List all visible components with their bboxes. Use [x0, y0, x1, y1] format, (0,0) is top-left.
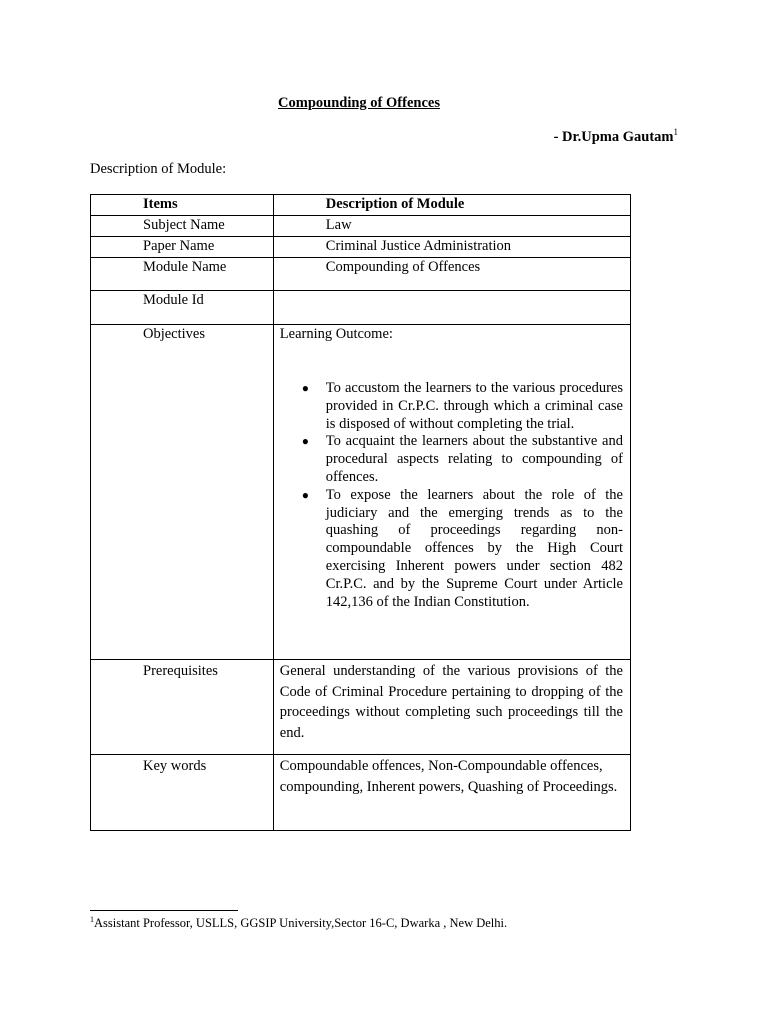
list-item: ● To accustom the learners to the various procedures provided in Cr.P.C. through which a criminal case is disposed of without completing the trial.: [301, 380, 623, 432]
prerequisites-row: [91, 660, 631, 755]
list-item: ● To acquaint the learners about the substantive and procedural aspects relating to compounding of offences.: [301, 433, 623, 485]
list-item: ● To expose the learners about the role of the judiciary and the emerging trends as to the quashing of proceedings regarding non-compoundable offences by the High Court exercising Inherent powers under section 482 Cr.P.C. and by the Supreme Court under Article 142,136 of the Indian Constitution.: [301, 486, 623, 610]
keywords-key: Key words: [143, 758, 207, 774]
document-title: Compounding of Offences: [278, 95, 440, 111]
header-items: Items: [143, 196, 178, 212]
prerequisites-value: General understanding of the various provisions of the Code of Criminal Procedure pertaining to dropping of the proceedings without completing such proceedings till the end.: [279, 663, 623, 741]
author-line: [554, 127, 678, 146]
row-value-empty: [274, 291, 630, 292]
author-name: - Dr.Upma Gautam: [553, 128, 674, 145]
header-description: Description of Module: [325, 196, 465, 212]
objectives-key: Objectives: [143, 326, 206, 342]
row-value: Criminal Justice Administration: [325, 238, 512, 254]
footnote-marker: 1: [673, 127, 678, 137]
objectives-list: [274, 380, 623, 611]
bullet-icon: ●: [301, 381, 310, 395]
objectives-row: [91, 325, 631, 660]
table-header-row: [91, 195, 631, 216]
row-key: Module Name: [143, 259, 227, 275]
footnote-mark: 1: [90, 915, 94, 924]
footnote-separator: [90, 910, 238, 911]
module-description-table: [90, 194, 631, 831]
row-key: Module Id: [143, 292, 204, 308]
learning-outcome-label: Learning Outcome:: [279, 326, 393, 342]
footnote: [90, 915, 507, 931]
keywords-value: Compoundable offences, Non-Compoundable offences, compounding, Inherent powers, Quashing of Proceedings.: [279, 758, 618, 795]
bullet-icon: ●: [301, 487, 310, 502]
row-key: Paper Name: [143, 238, 215, 254]
table-row: [91, 216, 631, 237]
prerequisites-key: Prerequisites: [143, 663, 218, 679]
table-row: [91, 291, 631, 325]
footnote-text: Assistant Professor, USLLS, GGSIP University,Sector 16-C, Dwarka , New Delhi.: [94, 916, 508, 931]
description-label: Description of Module:: [90, 161, 227, 177]
keywords-row: [91, 755, 631, 831]
table-row: [91, 237, 631, 258]
table-row: [91, 258, 631, 291]
bullet-icon: ●: [301, 434, 310, 449]
row-value: Law: [325, 217, 352, 233]
row-value: Compounding of Offences: [325, 259, 481, 275]
row-key: Subject Name: [143, 217, 225, 233]
